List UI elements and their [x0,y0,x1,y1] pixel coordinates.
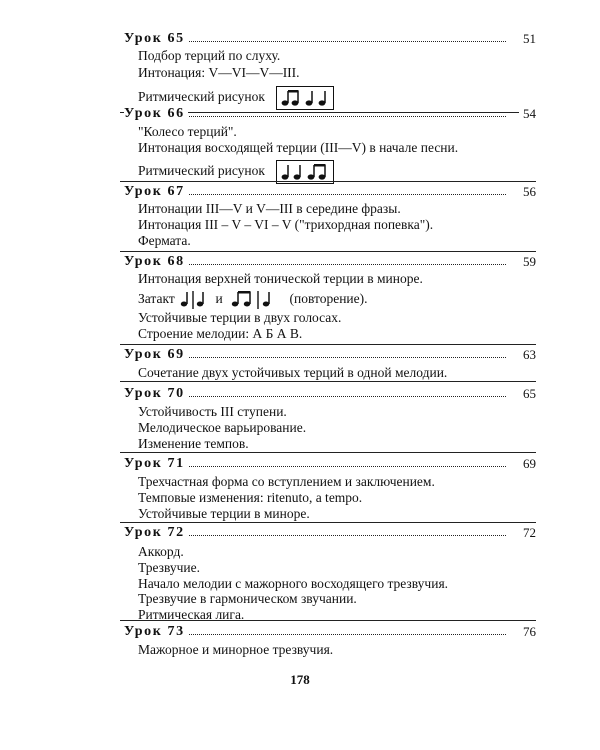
lesson-line: Трезвучие в гармоническом звучании. [138,591,357,606]
lesson-line: Интонации III—V и V—III в середине фразы. [138,201,401,216]
lesson-65 [124,30,536,105]
dot-leader [184,264,506,265]
lesson-header [124,524,536,544]
lesson-header [124,30,536,50]
divider [120,522,536,523]
lesson-line: "Колесо терций". [138,124,237,139]
lesson-title: Урок 66 [124,105,188,123]
lesson-header [124,346,536,366]
lesson-header [124,183,536,203]
zatakt-label: Затакт [138,291,175,307]
lesson-70 [124,385,536,451]
lesson-72 [124,524,536,622]
lesson-title: Урок 73 [124,623,188,641]
lesson-line: Фермата. [138,233,191,248]
lesson-title: Урок 69 [124,346,188,364]
zatakt-repeat: (повторение). [289,291,368,307]
dot-leader [184,116,506,117]
divider [120,181,536,182]
lesson-line: Трехчастная форма со вступлением и заключением. [138,474,435,489]
dot-leader [184,634,506,635]
dot-leader [184,396,506,397]
zatakt-and: и [215,291,223,307]
divider [120,344,536,345]
lesson-page: 63 [519,346,536,364]
dot-leader [184,41,506,42]
lesson-66 [124,105,536,179]
lesson-title: Урок 67 [124,183,188,201]
lesson-page: 69 [519,455,536,473]
lesson-line: Устойчивые терции в миноре. [138,506,310,521]
lesson-line: Интонация восходящей терции (III—V) в начале песни. [138,140,459,155]
lesson-line: Мажорное и минорное трезвучия. [138,642,334,657]
lesson-page: 72 [519,524,536,542]
lesson-page: 65 [519,385,536,403]
lesson-line: Аккорд. [138,544,184,559]
lesson-line: Мелодическое варьирование. [138,420,307,435]
divider [120,381,536,382]
lesson-title: Урок 65 [124,30,188,48]
lesson-page: 59 [519,253,536,271]
lesson-title: Урок 72 [124,524,188,542]
rhythm-notes [277,161,333,183]
lesson-line: Начало мелодии с мажорного восходящего трезвучия. [138,576,449,591]
dot-leader [184,535,506,536]
lesson-69 [124,346,536,380]
lesson-line: Подбор терций по слуху. [138,48,281,63]
lesson-line: Интонация: V—VI—V—III. [138,65,300,80]
lesson-68 [124,253,536,341]
lesson-line: Интонация III – V – VI – V ("трихордная попевка"). [138,217,434,232]
zatakt-notes-1 [178,289,212,311]
lesson-line: Темповые изменения: ritenuto, a tempo. [138,490,363,505]
lesson-line: Сочетание двух устойчивых терций в одной мелодии. [138,365,448,380]
lesson-line: Устойчивые терции в двух голосах. [138,310,342,325]
lesson-page: 54 [519,105,536,123]
lesson-line: Устойчивость III ступени. [138,404,287,419]
lesson-line: Изменение темпов. [138,436,249,451]
lesson-title: Урок 68 [124,253,188,271]
lesson-71 [124,455,536,521]
lesson-title: Урок 70 [124,385,188,403]
lesson-line: Строение мелодии: А Б А В. [138,326,303,341]
lesson-header [124,623,536,643]
lesson-page: 76 [519,623,536,641]
dot-leader [184,466,506,467]
lesson-67 [124,183,536,248]
divider [120,251,536,252]
lesson-line: Трезвучие. [138,560,201,575]
lesson-page: 51 [519,30,536,48]
lesson-73 [124,623,536,657]
page-number: 178 [290,672,310,687]
zatakt-row [138,289,368,311]
lesson-page: 56 [519,183,536,201]
rhythm-label: Ритмический рисунок [138,163,265,179]
lesson-line: Интонация верхней тонической терции в миноре. [138,271,423,286]
rhythm-label: Ритмический рисунок [138,89,265,105]
lesson-title: Урок 71 [124,455,188,473]
dot-leader [184,357,506,358]
zatakt-notes-2 [226,289,286,311]
lesson-header [124,105,536,125]
lesson-header [124,385,536,405]
lesson-line: Ритмическая лига. [138,607,245,622]
lesson-header [124,455,536,475]
divider [120,452,536,453]
dot-leader [184,194,506,195]
divider [120,620,536,621]
lesson-header [124,253,536,273]
